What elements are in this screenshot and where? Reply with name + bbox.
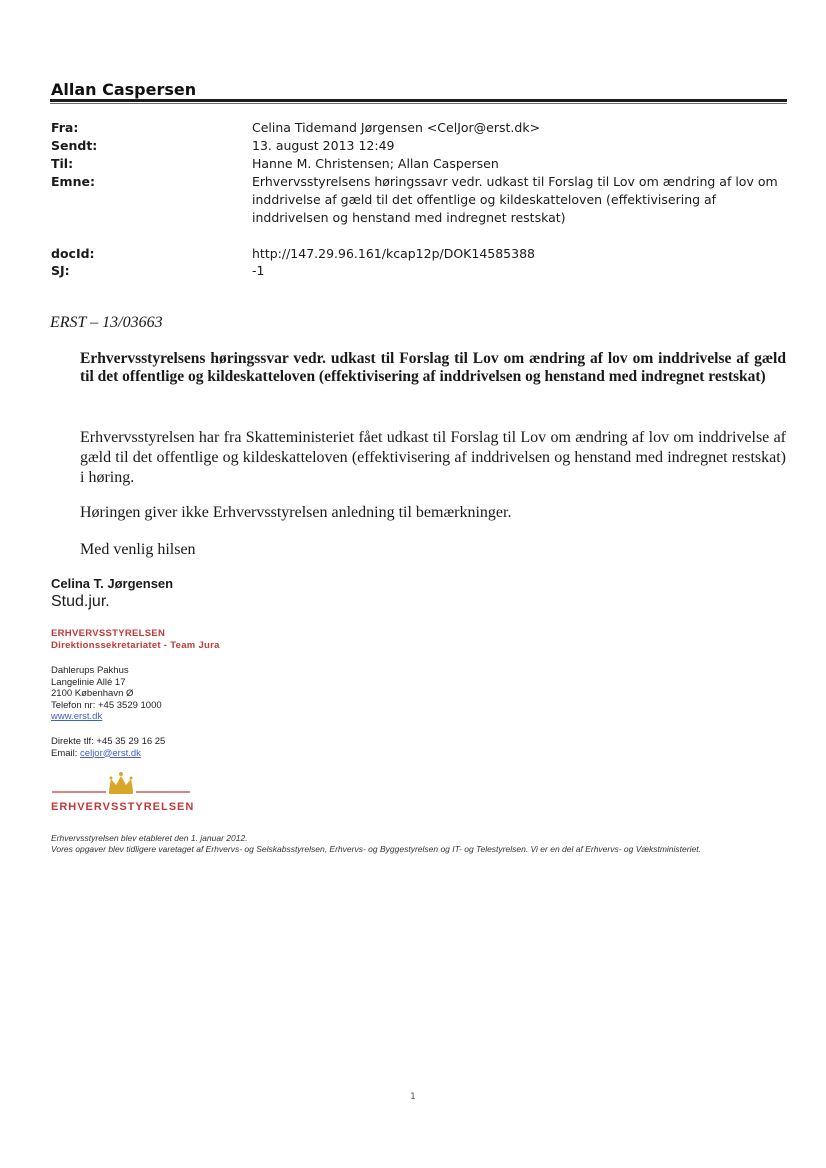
header-rule-thin: [50, 103, 787, 104]
direct-phone-line: Direkte tlf: +45 35 29 16 25: [51, 736, 166, 747]
emne-label: Emne:: [51, 174, 95, 189]
docid-label: docId:: [51, 246, 95, 261]
footnote: [51, 833, 791, 854]
sendt-label: Sendt:: [51, 138, 98, 153]
til-value: Hanne M. Christensen; Allan Caspersen: [252, 156, 499, 171]
signature-title: Stud.jur.: [51, 593, 110, 610]
sender-name: Allan Caspersen: [51, 80, 197, 99]
email-label: Email:: [51, 747, 78, 759]
fra-label: Fra:: [51, 120, 79, 135]
closing-line: Med venlig hilsen: [80, 541, 196, 558]
org-name: ERHVERVSSTYRELSEN: [51, 628, 166, 639]
logo-wordmark: ERHVERVSSTYRELSEN: [51, 801, 195, 813]
docid-value: http://147.29.96.161/kcap12p/DOK14585388: [252, 246, 535, 261]
address-line: Dahlerups Pakhus: [51, 665, 129, 676]
page-number: 1: [410, 1092, 416, 1102]
footnote-line: Erhvervsstyrelsen blev etableret den 1. januar 2012.: [51, 833, 248, 843]
sj-label: SJ:: [51, 263, 70, 278]
body-paragraph-1: Erhvervsstyrelsen har fra Skatteministeriet fået udkast til Forslag til Lov om ændring af lov om inddrivelse af gæld til det offentlige og kildeskatteloven (effektivisering af inddrivelsen og henstand med indregnet restskat) i høring.: [80, 429, 786, 486]
letter-heading: Erhvervsstyrelsens høringssvar vedr. udkast til Forslag til Lov om ændring af lov om inddrivelse af gæld til det offentlige og kildeskatteloven (effektivisering af inddrivelsen og henstand med indregnet restskat): [80, 350, 786, 385]
til-label: Til:: [51, 156, 74, 171]
body-paragraph-2: Høringen giver ikke Erhvervsstyrelsen anledning til bemærkninger.: [80, 504, 512, 521]
footnote-line: Vores opgaver blev tidligere varetaget af Erhvervs- og Selskabsstyrelsen, Erhvervs- og Byggestyrelsen og IT- og Telestyrelsen. Vi er en del af Erhvervs- og Vækstministeriet.: [51, 843, 701, 854]
emne-value: Erhvervsstyrelsens høringssavr vedr. udkast til Forslag til Lov om ændring af lov om inddrivelse af gæld til det offentlige og kildeskatteloven (effektivisering af inddrivelsen og henstand med indregnet restskat): [252, 174, 778, 225]
case-number: ERST – 13/03663: [50, 314, 163, 331]
header-rule: [50, 99, 787, 102]
website-link[interactable]: www.erst.dk: [51, 711, 103, 722]
signature-name: Celina T. Jørgensen: [51, 576, 174, 591]
signature-address: [51, 665, 162, 723]
address-line: Langelinie Allé 17: [51, 676, 126, 688]
email-link[interactable]: celjor@erst.dk: [80, 747, 141, 759]
address-line: 2100 København Ø: [51, 688, 134, 699]
signature-contact: [51, 736, 165, 759]
org-unit: Direktionssekretariatet - Team Jura: [51, 640, 220, 651]
fra-value: Celina Tidemand Jørgensen <CelJor@erst.dk>: [252, 120, 541, 135]
signature-organization: [51, 628, 220, 652]
sendt-value: 13. august 2013 12:49: [252, 138, 395, 153]
sj-value: -1: [252, 263, 265, 278]
phone-line: Telefon nr: +45 3529 1000: [51, 699, 162, 711]
